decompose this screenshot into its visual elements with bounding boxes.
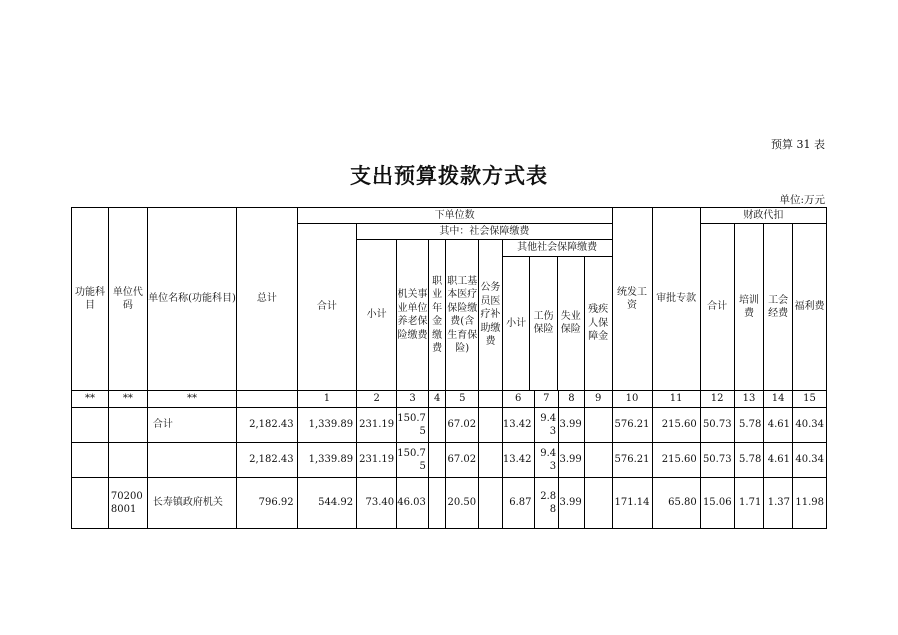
cell-func [72,478,109,529]
cell-annuity [428,408,445,443]
index-cell: 1 [297,391,356,408]
unit-label: 单位:万元 [779,194,825,206]
cell-injury: 9.43 [534,408,559,443]
header-lower-units: 下单位数 [297,208,612,224]
header-unified-pay: 统发工资 [612,208,652,391]
cell-disability [584,478,612,529]
index-cell: 8 [559,391,585,408]
cell-injury: 9.43 [534,443,559,478]
cell-sum: 1,339.89 [297,443,356,478]
cell-name: 长寿镇政府机关 [147,478,236,529]
cell-injury: 2.88 [534,478,559,529]
cell-unemployment: 3.99 [559,408,585,443]
cell-other-sub: 13.42 [502,408,534,443]
header-func-code: 功能科目 [72,208,109,391]
header-welfare: 福利费 [793,224,827,391]
index-cell: 5 [446,391,479,408]
cell-unemployment: 3.99 [559,478,585,529]
page-title: 支出预算拨款方式表 [350,163,548,188]
header-fd-total: 合计 [700,224,734,391]
header-unit-name: 单位名称(功能科目) [147,208,236,391]
cell-union: 4.61 [764,443,793,478]
index-cell: ** [147,391,236,408]
cell-pension: 46.03 [397,478,429,529]
cell-pension: 150.75 [397,408,429,443]
index-cell [479,391,503,408]
header-training: 培训费 [734,224,764,391]
cell-total: 796.92 [237,478,298,529]
header-of-which-social: 其中：社会保障缴费 [357,224,612,240]
cell-welfare: 40.34 [793,408,827,443]
index-cell [237,391,298,408]
cell-sum: 544.92 [297,478,356,529]
cell-medical: 67.02 [446,443,479,478]
header-unit-code: 单位代码 [108,208,147,391]
index-cell: 4 [428,391,445,408]
index-cell: 12 [700,391,734,408]
cell-code [108,443,147,478]
header-special-approval: 审批专款 [652,208,700,391]
cell-special: 215.60 [652,408,700,443]
cell-civil [479,443,503,478]
index-cell: 15 [793,391,827,408]
header-annuity: 职业年金缴费 [428,240,445,391]
header-pension: 机关事业单位养老保险缴费 [397,240,429,391]
header-medical: 职工基本医疗保险缴费(含生育保险) [446,240,479,391]
table-row [72,478,827,529]
index-cell: 10 [612,391,652,408]
cell-disability [584,408,612,443]
index-cell: 13 [734,391,764,408]
header-union: 工会经费 [764,224,793,391]
cell-civil [479,408,503,443]
header-subtotal-all: 合计 [297,224,356,391]
header-other-social-group [502,240,612,391]
cell-unified: 576.21 [612,443,652,478]
index-row [72,391,827,408]
cell-union: 4.61 [764,408,793,443]
cell-sub: 231.19 [357,408,397,443]
cell-welfare: 11.98 [793,478,827,529]
cell-code: 702008001 [108,478,147,529]
cell-total: 2,182.43 [237,443,298,478]
cell-other-sub: 6.87 [502,478,534,529]
cell-sub: 231.19 [357,443,397,478]
header-total: 总计 [237,208,298,391]
cell-func [72,408,109,443]
cell-annuity [428,443,445,478]
index-cell: ** [72,391,109,408]
cell-union: 1.37 [764,478,793,529]
cell-training: 1.71 [734,478,764,529]
cell-fd-sum: 50.73 [700,408,734,443]
cell-annuity [428,478,445,529]
cell-training: 5.78 [734,443,764,478]
index-cell: 2 [357,391,397,408]
cell-name: 合计 [147,408,236,443]
header-social-subtotal: 小计 [357,240,397,391]
cell-disability [584,443,612,478]
index-cell: 3 [397,391,429,408]
cell-sub: 73.40 [357,478,397,529]
cell-fd-sum: 50.73 [700,443,734,478]
index-cell: 14 [764,391,793,408]
header-injury: 工伤保险 [530,256,557,390]
header-other-subtotal: 小计 [503,256,530,390]
cell-name [147,443,236,478]
header-other-social: 其他社会保障缴费 [503,240,612,256]
table-row [72,408,827,443]
cell-other-sub: 13.42 [502,443,534,478]
index-cell: 6 [502,391,534,408]
cell-unified: 576.21 [612,408,652,443]
index-cell: ** [108,391,147,408]
cell-code [108,408,147,443]
cell-medical: 20.50 [446,478,479,529]
cell-fd-sum: 15.06 [700,478,734,529]
table-row [72,443,827,478]
cell-pension: 150.75 [397,443,429,478]
cell-welfare: 40.34 [793,443,827,478]
index-cell: 7 [534,391,559,408]
cell-medical: 67.02 [446,408,479,443]
cell-training: 5.78 [734,408,764,443]
cell-total: 2,182.43 [237,408,298,443]
cell-unified: 171.14 [612,478,652,529]
cell-civil [479,478,503,529]
header-disability: 残疾人保障金 [584,256,611,390]
budget-table [71,207,827,529]
header-unemployment: 失业保险 [557,256,584,390]
cell-func [72,443,109,478]
cell-special: 215.60 [652,443,700,478]
cell-special: 65.80 [652,478,700,529]
header-finance-deduct: 财政代扣 [700,208,826,224]
cell-unemployment: 3.99 [559,443,585,478]
index-cell: 9 [584,391,612,408]
cell-sum: 1,339.89 [297,408,356,443]
form-number: 预算 31 表 [771,138,825,151]
index-cell: 11 [652,391,700,408]
header-civil-medical: 公务员医疗补助缴费 [479,240,503,391]
